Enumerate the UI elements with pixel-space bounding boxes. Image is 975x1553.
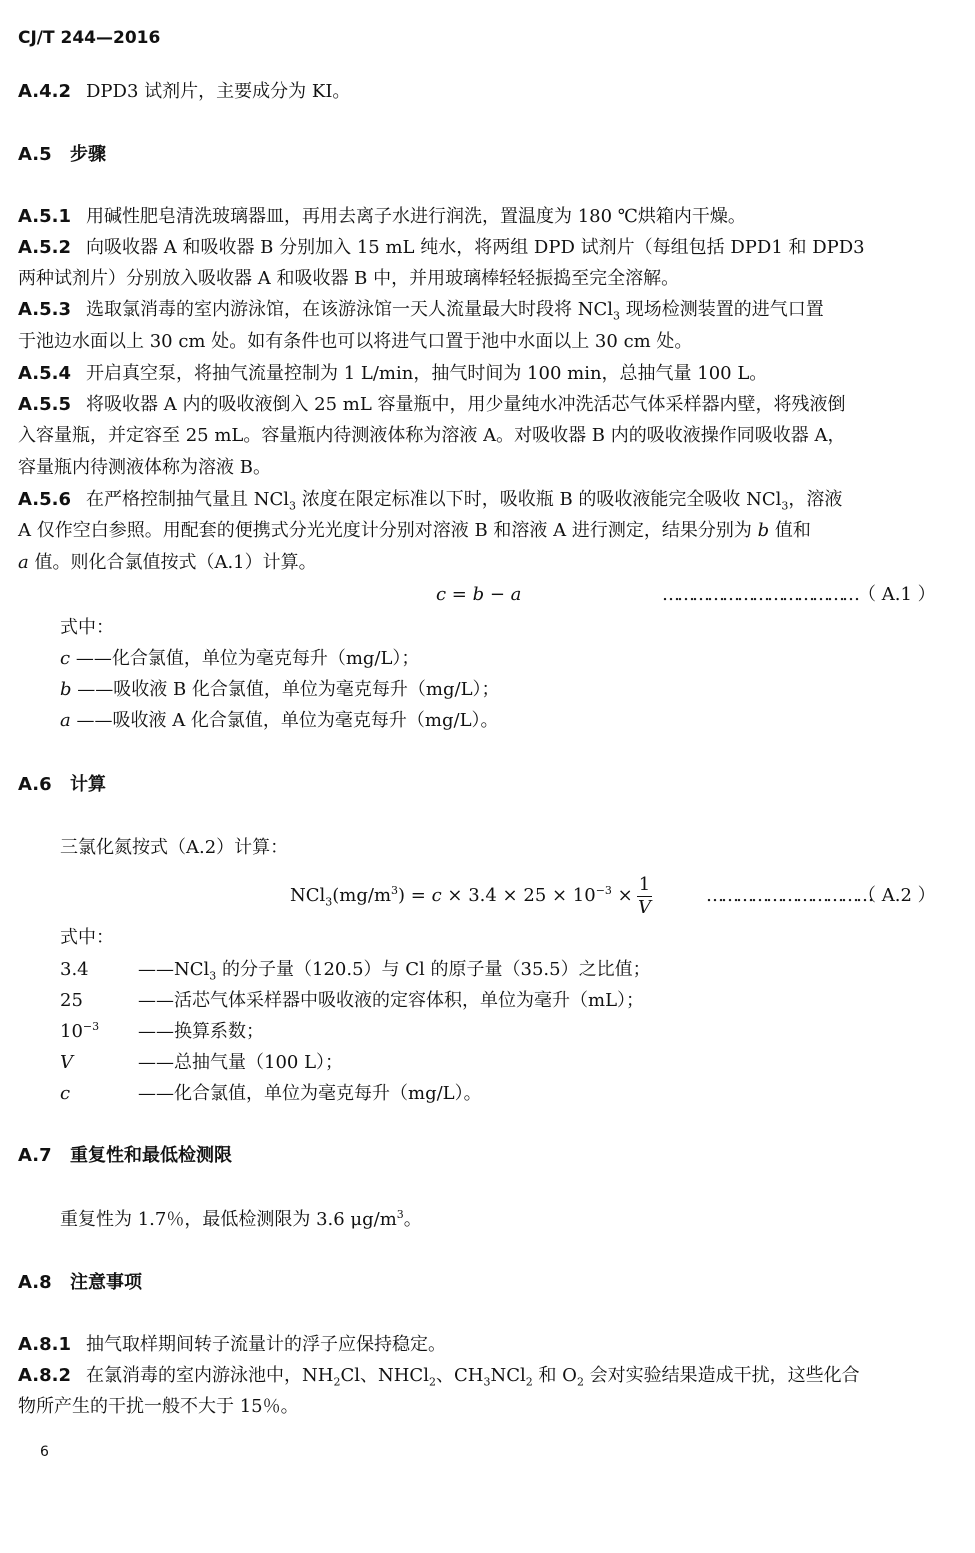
section-number: A.6	[18, 774, 52, 795]
document-code-header: CJ/T 244—2016	[18, 28, 161, 48]
text-run: × 3.4 × 25 × 10	[441, 885, 596, 906]
where-item-25	[60, 989, 644, 1013]
text-run: 现场检测装置的进气口置	[620, 299, 824, 320]
subscript: 3	[325, 895, 333, 909]
repeatability-text	[60, 1208, 422, 1232]
definition: ——活芯气体采样器中吸收液的定容体积，单位为毫升（mL）；	[138, 990, 645, 1011]
clause-text: 向吸收器 A 和吸收器 B 分别加入 15 mL 纯水，将两组 DPD 试剂片（每组包括 DPD1 和 DPD3	[86, 237, 865, 258]
clause-a-5-3-line-2: 于池边水面以上 30 cm 处。如有条件也可以将进气口置于池中水面以上 30 cm 处。	[18, 331, 693, 352]
definition: ——化合氯值，单位为毫克每升（mg/L）；	[75, 648, 420, 669]
clause-a-5-5-line-2: 入容量瓶，并定容至 25 mL。容量瓶内待测液体称为溶液 A。对吸收器 B 内的吸收液操作同吸收器 A，	[18, 425, 846, 446]
symbol: c	[60, 1083, 71, 1104]
calculation-intro: 三氯化氮按式（A.2）计算：	[60, 837, 289, 858]
clause-number: A.5.1	[18, 206, 71, 227]
variable-a: a	[18, 552, 29, 573]
clause-a-5-3-line-1	[18, 298, 824, 322]
clause-a-5-1	[18, 205, 746, 229]
text-run: 、CH	[435, 1365, 484, 1386]
text-run: ) =	[398, 885, 432, 906]
section-number: A.7	[18, 1145, 52, 1166]
equation-leader-dots: ……………………………	[706, 885, 871, 906]
clause-text: 开启真空泵，将抽气流量控制为 1 L/min，抽气时间为 100 min，总抽气量 100 L。	[86, 363, 768, 384]
fraction-denominator: V	[637, 896, 651, 918]
clause-a-5-6-line-2	[18, 519, 811, 543]
symbol: b	[60, 679, 72, 700]
text-run: 在严格控制抽气量且 NCl	[86, 489, 290, 510]
text-run: 10	[60, 1021, 83, 1042]
subscript: 3	[483, 1375, 491, 1389]
text-run: Cl、NHCl	[340, 1365, 429, 1386]
clause-number: A.8.1	[18, 1334, 71, 1355]
where-item-c	[60, 647, 419, 671]
clause-a-8-2-line-2: 物所产生的干扰一般不大于 15％。	[18, 1396, 299, 1417]
where-title: 式中：	[60, 927, 114, 948]
page-number: 6	[40, 1444, 49, 1460]
section-heading-a-7	[18, 1144, 232, 1168]
equation-a-1: c = b − a	[436, 584, 522, 605]
clause-a-5-4	[18, 362, 767, 386]
clause-text: 将吸收器 A 内的吸收液倒入 25 mL 容量瓶中，用少量纯水冲洗活芯气体采样器内壁，将残液倒	[86, 394, 846, 415]
text-run: 。	[403, 1209, 422, 1230]
text-run: 重复性为 1.7％，最低检测限为 3.6 μg/m	[60, 1209, 397, 1230]
subscript: 2	[576, 1375, 584, 1389]
equation-number: （ A.1 ）	[858, 584, 936, 605]
clause-text: DPD3 试剂片，主要成分为 KI。	[86, 81, 351, 102]
fraction-numerator: 1	[638, 873, 651, 895]
clause-a-5-6-line-3	[18, 551, 317, 575]
clause-text: 抽气取样期间转子流量计的浮子应保持稳定。	[86, 1334, 446, 1355]
equation-a-2	[290, 873, 652, 919]
clause-a-5-6-line-1	[18, 488, 842, 512]
clause-text: 用碱性肥皂清洗玻璃器皿，再用去离子水进行润洗，置温度为 180 ℃烘箱内干燥。	[86, 206, 746, 227]
section-title: 计算	[70, 774, 106, 795]
clause-number: A.5.2	[18, 237, 71, 258]
subscript: 3	[781, 499, 789, 513]
superscript: 3	[391, 884, 399, 897]
subscript: 2	[525, 1375, 533, 1389]
superscript: −3	[82, 1020, 100, 1033]
symbol: a	[60, 710, 71, 731]
superscript: 3	[396, 1208, 404, 1221]
section-heading-a-6	[18, 773, 106, 797]
equation-number: （ A.2 ）	[858, 885, 936, 906]
section-heading-a-5	[18, 143, 106, 167]
clause-a-8-2-line-1	[18, 1364, 860, 1388]
variable-b: b	[757, 520, 770, 541]
text-run: (mg/m	[332, 885, 392, 906]
text-run: ×	[611, 885, 633, 906]
definition: 的分子量（120.5）与 Cl 的原子量（35.5）之比值；	[216, 959, 651, 980]
subscript: 2	[333, 1375, 341, 1389]
clause-number: A.4.2	[18, 81, 71, 102]
superscript: −3	[595, 884, 612, 897]
definition: ——吸收液 A 化合氯值，单位为毫克每升（mg/L）。	[76, 710, 499, 731]
symbol	[60, 1020, 138, 1044]
text-run: NCl	[290, 885, 326, 906]
equation-leader-dots: …………………………………	[662, 584, 857, 605]
text-run: 在氯消毒的室内游泳池中，NH	[86, 1365, 334, 1386]
clause-a-5-2-line-2: 两种试剂片）分别放入吸收器 A 和吸收器 B 中，并用玻璃棒轻轻振捣至完全溶解。	[18, 268, 680, 289]
symbol: 25	[60, 990, 83, 1011]
text-run: 值和	[769, 520, 811, 541]
clause-a-5-2-line-1	[18, 236, 865, 260]
clause-a-8-1	[18, 1333, 446, 1357]
clause-number: A.5.4	[18, 363, 71, 384]
fraction	[637, 874, 652, 919]
text-run: 浓度在限定标准以下时，吸收瓶 B 的吸收液能完全吸收 NCl	[296, 489, 782, 510]
text-run: 选取氯消毒的室内游泳馆，在该游泳馆一天人流量最大时段将 NCl	[86, 299, 613, 320]
where-item-a	[60, 709, 499, 733]
text-run: A 仅作空白参照。用配套的便携式分光光度计分别对溶液 B 和溶液 A 进行测定，结果分别为	[18, 520, 758, 541]
section-title: 步骤	[70, 144, 106, 165]
section-title: 重复性和最低检测限	[70, 1145, 232, 1166]
section-number: A.5	[18, 144, 52, 165]
symbol: c	[60, 648, 71, 669]
subscript: 3	[613, 309, 620, 323]
clause-number: A.5.5	[18, 394, 71, 415]
clause-number: A.5.3	[18, 299, 71, 320]
symbol: V	[60, 1052, 73, 1073]
definition: ——换算系数；	[138, 1021, 264, 1042]
subscript: 3	[289, 499, 297, 513]
clause-a-5-5-line-1	[18, 393, 846, 417]
variable-c: c	[431, 885, 442, 906]
section-number: A.8	[18, 1272, 52, 1293]
where-item-3-4	[60, 958, 651, 982]
section-heading-a-8	[18, 1271, 142, 1295]
subscript: 2	[428, 1375, 436, 1389]
text-run: 值。则化合氯值按式（A.1）计算。	[28, 552, 317, 573]
text-run: NCl	[490, 1365, 526, 1386]
definition: ——化合氯值，单位为毫克每升（mg/L）。	[138, 1083, 482, 1104]
clause-number: A.5.6	[18, 489, 71, 510]
subscript: 3	[209, 969, 217, 983]
definition: ——总抽气量（100 L）；	[138, 1052, 344, 1073]
clause-number: A.8.2	[18, 1365, 71, 1386]
section-title: 注意事项	[70, 1272, 142, 1293]
where-item-b	[60, 678, 500, 702]
symbol: 3.4	[60, 959, 89, 980]
text-run: 和 O	[532, 1365, 577, 1386]
where-title: 式中：	[60, 617, 114, 638]
where-item-10-3	[60, 1020, 264, 1044]
text-run: ，溶液	[788, 489, 843, 510]
where-item-c2	[60, 1082, 482, 1106]
clause-a-5-5-line-3: 容量瓶内待测液体称为溶液 B。	[18, 457, 271, 478]
clause-a-4-2	[18, 80, 350, 104]
text-run: 会对实验结果造成干扰，这些化合	[583, 1365, 860, 1386]
definition: ——NCl	[138, 959, 210, 980]
where-item-v	[60, 1051, 343, 1075]
definition: ——吸收液 B 化合氯值，单位为毫克每升（mg/L）；	[77, 679, 500, 700]
